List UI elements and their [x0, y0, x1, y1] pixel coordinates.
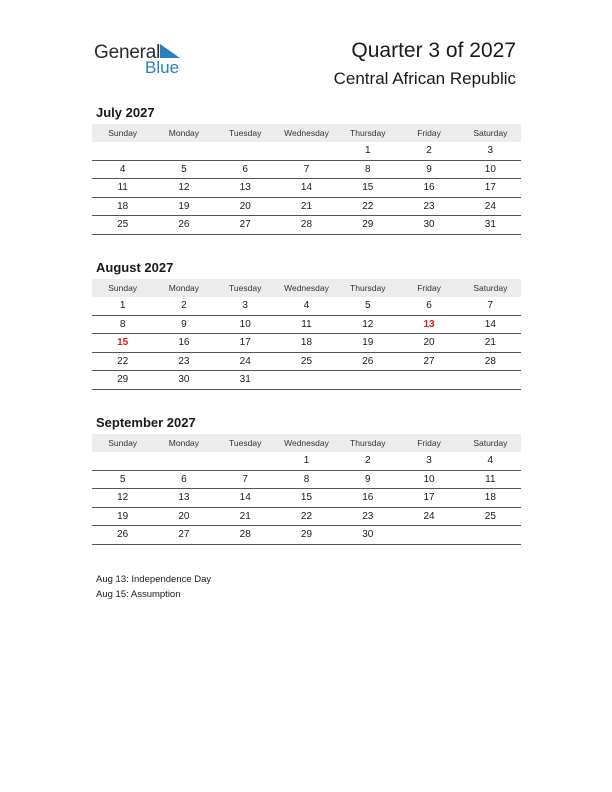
day-cell: 27: [423, 355, 435, 367]
day-cell: 21: [300, 200, 313, 212]
week-row: [92, 508, 521, 527]
day-cell: 19: [117, 510, 129, 522]
holiday-note: Aug 15: Assumption: [96, 588, 181, 600]
weekday-label: Saturday: [473, 283, 508, 293]
day-cell: 14: [239, 492, 251, 504]
day-cell: 25: [300, 355, 313, 367]
weekday-label: Monday: [168, 128, 200, 138]
weekday-label: Wednesday: [284, 128, 329, 138]
day-cell: 14: [484, 318, 496, 330]
day-cell: 5: [181, 163, 187, 175]
weekday-label: Thursday: [350, 283, 386, 293]
day-cell: 3: [487, 145, 494, 157]
week-row: [92, 471, 521, 490]
weekday-label: Sunday: [108, 283, 138, 293]
day-cell: 20: [423, 337, 435, 349]
month-title: August 2027: [96, 260, 174, 275]
day-cell: 18: [300, 337, 313, 349]
week-row: [92, 371, 521, 390]
week-row: [92, 353, 521, 372]
day-cell: 23: [178, 355, 190, 367]
week-row: [92, 526, 521, 545]
weekday-label: Tuesday: [229, 283, 262, 293]
day-cell: 15: [300, 492, 313, 504]
month-calendar-september: [92, 414, 521, 545]
day-cell: 8: [119, 318, 126, 330]
day-cell: 17: [423, 492, 435, 504]
weekday-label: Monday: [168, 283, 200, 293]
day-cell: 5: [364, 300, 371, 312]
week-row: [92, 334, 521, 353]
day-cell: 24: [239, 355, 251, 367]
day-cell: 23: [423, 200, 435, 212]
logo-triangle-icon: [160, 44, 180, 58]
day-cell: 11: [485, 473, 496, 485]
logo-word-general: General: [94, 42, 161, 63]
day-cell: 12: [117, 492, 129, 504]
day-cell: 4: [487, 455, 494, 467]
week-row: [92, 297, 521, 316]
weekday-header: [92, 434, 521, 452]
day-cell: 17: [239, 337, 251, 349]
holiday-note: Aug 13: Independence Day: [96, 574, 212, 585]
day-cell: 29: [300, 529, 313, 541]
week-row: [92, 489, 521, 508]
day-cell: 11: [301, 318, 312, 330]
day-cell: 7: [242, 473, 248, 485]
day-cell: 2: [181, 300, 187, 312]
weekday-label: Thursday: [350, 438, 386, 448]
week-row: [92, 452, 521, 471]
weekday-label: Wednesday: [284, 438, 329, 448]
week-row: [92, 316, 521, 335]
day-cell: 3: [426, 455, 432, 467]
day-cell: 18: [117, 200, 129, 212]
day-cell: 12: [362, 318, 374, 330]
day-cell: 22: [117, 355, 129, 367]
day-cell: 13: [178, 492, 190, 504]
logo-word-blue: Blue: [145, 58, 180, 77]
day-cell: 27: [178, 529, 190, 541]
day-cell: 16: [362, 492, 374, 504]
weekday-label: Wednesday: [284, 283, 329, 293]
week-row: [92, 161, 521, 180]
day-cell: 26: [178, 219, 190, 231]
day-cell: 29: [117, 374, 129, 386]
day-cell: 14: [300, 182, 313, 194]
weekday-label: Monday: [168, 438, 200, 448]
day-cell: 12: [178, 182, 190, 194]
day-cell: 28: [484, 355, 496, 367]
day-cell: 2: [364, 455, 371, 467]
day-cell: 1: [119, 300, 126, 312]
day-cell: 15: [362, 182, 374, 194]
day-cell: 13: [239, 182, 251, 194]
weekday-label: Sunday: [108, 128, 138, 138]
day-cell: 11: [117, 182, 128, 194]
day-cell: 21: [239, 510, 251, 522]
day-cell: 9: [364, 473, 371, 485]
week-row: [92, 198, 521, 217]
day-cell: 23: [362, 510, 374, 522]
day-cell: 8: [364, 163, 371, 175]
weekday-header: [92, 279, 521, 297]
page-title: Quarter 3 of 2027: [351, 39, 516, 62]
month-grid: [92, 297, 521, 390]
day-cell: 15: [117, 337, 129, 349]
day-cell: 30: [423, 219, 435, 231]
weekday-label: Friday: [417, 128, 441, 138]
weekday-label: Saturday: [473, 128, 508, 138]
day-cell: 5: [119, 473, 126, 485]
week-row: [92, 142, 521, 161]
day-cell: 9: [426, 163, 432, 175]
day-cell: 20: [178, 510, 190, 522]
day-cell: 2: [426, 145, 432, 157]
day-cell: 26: [117, 529, 129, 541]
day-cell: 13: [423, 318, 435, 330]
day-cell: 3: [242, 300, 248, 312]
day-cell: 31: [484, 219, 496, 231]
day-cell: 10: [239, 318, 251, 330]
day-cell: 1: [303, 455, 310, 467]
day-cell: 9: [181, 318, 187, 330]
day-cell: 24: [484, 200, 496, 212]
day-cell: 10: [423, 473, 435, 485]
weekday-label: Friday: [417, 438, 441, 448]
page-header: [334, 38, 516, 90]
weekday-label: Tuesday: [229, 438, 262, 448]
day-cell: 4: [119, 163, 126, 175]
weekday-header: [92, 124, 521, 142]
day-cell: 27: [239, 219, 251, 231]
day-cell: 30: [178, 374, 190, 386]
day-cell: 4: [303, 300, 310, 312]
day-cell: 6: [242, 163, 248, 175]
logo: [94, 42, 194, 78]
weekday-label: Saturday: [473, 438, 508, 448]
day-cell: 17: [484, 182, 496, 194]
day-cell: 28: [300, 219, 313, 231]
day-cell: 20: [239, 200, 251, 212]
country-name: Central African Republic: [333, 69, 516, 88]
holiday-notes: [96, 573, 211, 602]
day-cell: 22: [300, 510, 313, 522]
month-calendar-august: [92, 259, 521, 390]
week-row: [92, 216, 521, 235]
day-cell: 18: [484, 492, 496, 504]
day-cell: 19: [362, 337, 374, 349]
day-cell: 10: [484, 163, 496, 175]
month-title: September 2027: [96, 415, 196, 430]
day-cell: 25: [117, 219, 129, 231]
month-calendar-july: [92, 104, 521, 235]
day-cell: 22: [362, 200, 374, 212]
day-cell: 29: [362, 219, 374, 231]
weekday-label: Sunday: [108, 438, 138, 448]
day-cell: 6: [181, 473, 187, 485]
weekday-label: Thursday: [350, 128, 386, 138]
day-cell: 21: [484, 337, 496, 349]
day-cell: 7: [487, 300, 494, 312]
day-cell: 19: [178, 200, 190, 212]
day-cell: 31: [239, 374, 251, 386]
weekday-label: Tuesday: [229, 128, 262, 138]
day-cell: 28: [239, 529, 251, 541]
month-title: July 2027: [96, 105, 155, 120]
month-grid: [92, 452, 521, 545]
day-cell: 6: [426, 300, 432, 312]
day-cell: 16: [423, 182, 435, 194]
day-cell: 16: [178, 337, 190, 349]
weekday-label: Friday: [417, 283, 441, 293]
month-grid: [92, 142, 521, 235]
day-cell: 8: [303, 473, 310, 485]
day-cell: 30: [362, 529, 374, 541]
day-cell: 1: [364, 145, 371, 157]
day-cell: 25: [484, 510, 496, 522]
day-cell: 24: [423, 510, 435, 522]
week-row: [92, 179, 521, 198]
day-cell: 26: [362, 355, 374, 367]
day-cell: 7: [303, 163, 310, 175]
